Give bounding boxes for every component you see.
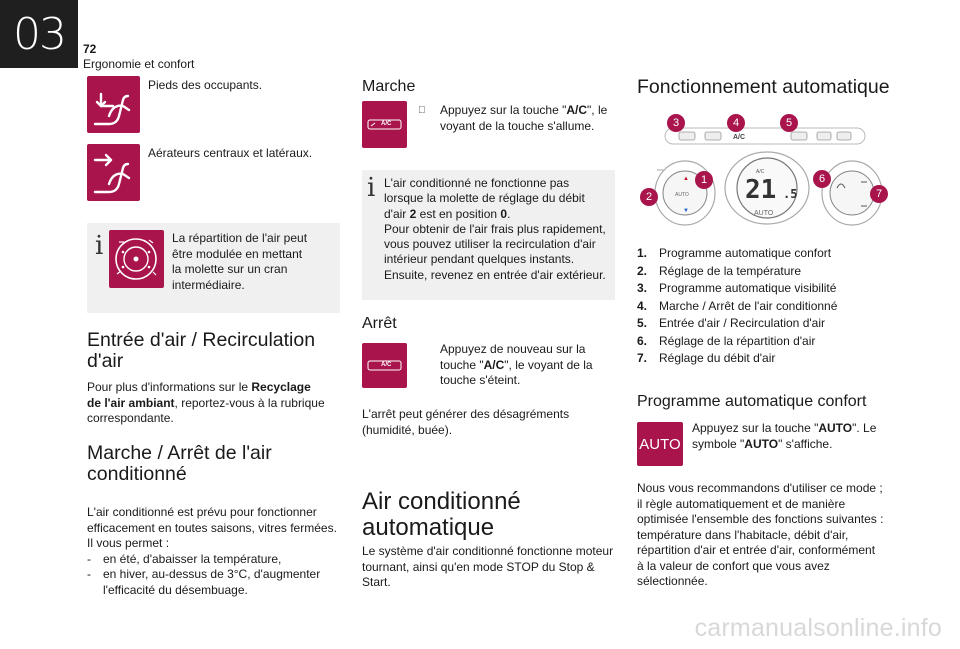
info-icon: i <box>95 231 104 261</box>
checkbox-icon <box>418 342 440 358</box>
info-icon: i <box>367 173 376 203</box>
svg-text:21: 21 <box>745 175 777 205</box>
ac-button-on-icon: A/C <box>362 101 407 148</box>
air-distribution-dial-icon <box>109 230 164 288</box>
list-item: 2. Réglage de la température <box>637 263 802 278</box>
list-item: 5. Entrée d'air / Recirculation d'air <box>637 316 825 330</box>
confort-paragraph: Nous vous recommandons d'utiliser ce mode ; il règle automatiquement et de manière optimisée l'ensemble des fonctions suivantes : température dans l'habitacle, débit d'air, répartition d'air et entrée d'air, conformément à la valeur de confort que vous avez sélectionnée. <box>637 481 884 588</box>
climate-control-panel <box>637 110 897 230</box>
confort-text: Appuyez sur la touche "AUTO". Le symbole "AUTO" s'affiche. <box>692 421 877 451</box>
auto-display-label: AUTO <box>754 210 774 217</box>
watermark: carmanualsonline.info <box>694 614 942 642</box>
ac-display-label: A/C <box>756 169 765 175</box>
callout-7: 7 <box>870 185 888 203</box>
auto-operation-heading: Fonctionnement automatique <box>637 76 890 98</box>
list-item: 7. Réglage du débit d'air <box>637 351 776 365</box>
checkbox-icon <box>418 103 440 119</box>
callout-5: 5 <box>780 114 798 132</box>
info-note-line: intermédiaire. <box>172 277 245 292</box>
list-item: 1. Programme automatique confort <box>637 246 832 260</box>
vents-airflow-icon <box>87 144 140 201</box>
callout-4: 4 <box>727 114 745 132</box>
chapter-badge: 03 <box>0 0 78 68</box>
ac-panel-label: A/C <box>733 134 746 141</box>
vents-text: Aérateurs centraux et latéraux. <box>148 146 313 160</box>
info-note-line: être modulée en mettant <box>172 246 303 261</box>
controls-list <box>637 245 837 368</box>
marche-arret-heading: Marche / Arrêt de l'air conditionné <box>87 442 272 485</box>
callout-3: 3 <box>667 114 685 132</box>
callout-6: 6 <box>813 170 831 188</box>
feet-airflow-icon <box>87 76 140 133</box>
marche-heading: Marche <box>362 78 416 95</box>
list-item: 3. Programme automatique visibilité <box>637 281 837 295</box>
auto-button-icon: AUTO <box>637 422 683 466</box>
arret-note: L'arrêt peut générer des désagréments (humidité, buée). <box>362 407 570 437</box>
auto-ac-text: Le système d'air conditionné fonctionne moteur tournant, ainsi qu'en mode STOP du Stop & Start. <box>362 544 614 589</box>
marche-arret-text: L'air conditionné est prévu pour fonctionner efficacement en toutes saisons, vitres fermées. Il vous permet : - en été, d'abaisser la température, - en hiver, au-dessus de 3°C, d'augmenter l'efficacité du désembuage. <box>87 505 337 597</box>
entree-air-heading: Entrée d'air / Recirculation d'air <box>87 329 316 372</box>
callout-2: 2 <box>640 188 658 206</box>
ac-button-off-icon: A/C <box>362 343 407 388</box>
marche-text: Appuyez sur la touche "A/C", le voyant de la touche s'allume. <box>418 103 607 134</box>
list-item: 4. Marche / Arrêt de l'air conditionné <box>637 298 838 313</box>
info-note-line: la molette sur un cran <box>172 262 288 276</box>
arret-heading: Arrêt <box>362 315 397 332</box>
page-number: 72 <box>83 42 97 56</box>
feet-text: Pieds des occupants. <box>148 78 263 92</box>
auto-dial-label: AUTO <box>675 192 689 198</box>
svg-text:▲: ▲ <box>683 176 689 182</box>
section-title: Ergonomie et confort <box>83 57 195 71</box>
ac-info-box: i L'air conditionné ne fonctionne pas lorsque la molette de réglage du débit d'air 2 est en position 0. Pour obtenir de l'air frais plus rapidement, vous pouvez utiliser la recirculation d'air intérieur pendant quelques instants. Ensuite, revenez en entrée d'air extérieur. <box>362 170 615 300</box>
callout-1: 1 <box>695 171 713 189</box>
confort-heading: Programme automatique confort <box>637 393 867 410</box>
svg-text:▼: ▼ <box>683 208 689 214</box>
svg-text:.5: .5 <box>783 187 798 201</box>
info-note-box <box>87 223 340 313</box>
list-item: 6. Réglage de la répartition d'air <box>637 333 816 348</box>
arret-text: Appuyez de nouveau sur la touche "A/C", le voyant de la touche s'éteint. <box>418 342 593 389</box>
auto-ac-heading: Air conditionné automatique <box>362 488 521 541</box>
entree-air-text: Pour plus d'informations sur le Recyclage de l'air ambiant, reportez-vous à la rubrique correspondante. <box>87 380 325 425</box>
info-note-line: La répartition de l'air peut <box>172 231 308 245</box>
